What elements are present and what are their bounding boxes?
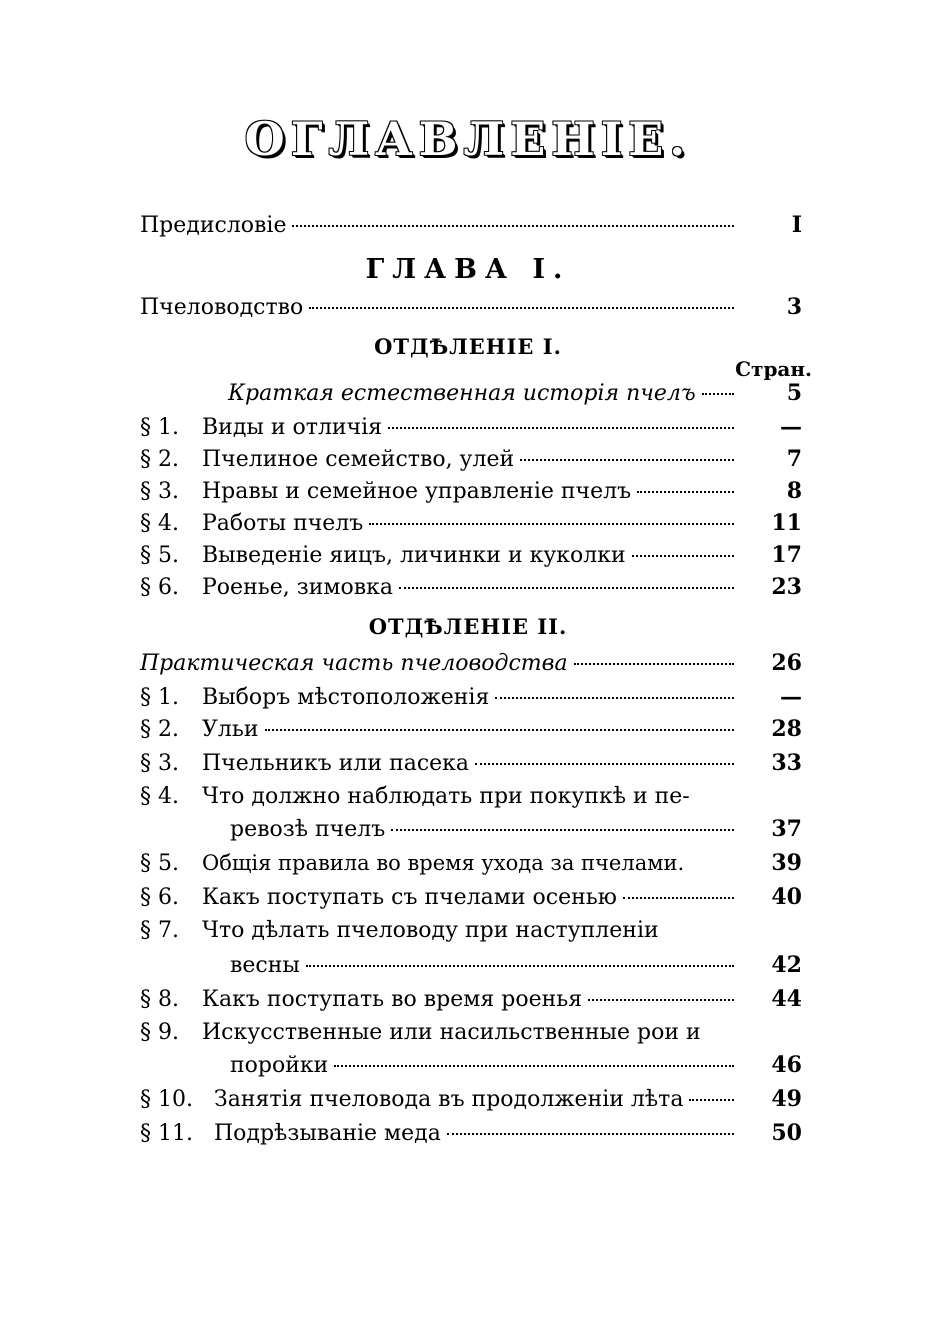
paragraph-number: § 2.	[140, 717, 179, 742]
dot-leader	[475, 763, 734, 765]
dot-leader	[334, 1065, 734, 1067]
entry-page: I	[791, 212, 802, 238]
dot-leader	[623, 897, 734, 899]
entry-page: 5	[786, 380, 802, 406]
entry-label: Предисловіе	[140, 213, 287, 238]
entry-label: Роенье, зимовка	[202, 575, 393, 600]
dot-leader	[399, 587, 734, 589]
paragraph-number: § 2.	[140, 447, 179, 472]
dot-leader	[637, 491, 734, 493]
entry-page: 46	[771, 1052, 802, 1078]
dot-leader	[309, 307, 734, 309]
dot-leader	[292, 225, 734, 227]
dot-leader	[447, 1133, 734, 1135]
entry-label: Искусственные или насильственные рои и	[202, 1020, 701, 1045]
entry-page: 17	[771, 542, 802, 568]
page-column-label: Стран.	[735, 357, 812, 381]
entry-page: —	[780, 684, 802, 710]
entry-page: 26	[771, 650, 802, 676]
paragraph-number: § 4.	[140, 784, 179, 809]
entry-label: Подрѣзываніе меда	[214, 1121, 441, 1146]
toc-entry	[140, 478, 802, 510]
entry-page: 49	[771, 1086, 802, 1112]
entry-page: 8	[786, 478, 802, 504]
toc-entry	[140, 1086, 802, 1118]
paragraph-number: § 5.	[140, 543, 179, 568]
paragraph-number: § 5.	[140, 851, 179, 876]
paragraph-number: § 9.	[140, 1020, 179, 1045]
paragraph-number: § 3.	[140, 479, 179, 504]
entry-page: —	[780, 414, 802, 440]
entry-page: 37	[771, 816, 802, 842]
entry-label: Что должно наблюдать при покупкѣ и пе-	[202, 784, 690, 809]
entry-page: 33	[771, 750, 802, 776]
entry-page: 39	[771, 850, 802, 876]
toc-entry	[140, 1120, 802, 1152]
section-heading-1: ОТДѢЛЕНІЕ I.	[374, 334, 562, 359]
toc-entry	[140, 850, 802, 882]
entry-label: Общія правила во время ухода за пчелами.	[202, 851, 685, 875]
entry-label: Что дѣлать пчеловоду при наступленіи	[202, 918, 659, 943]
toc-entry-multiline	[140, 1020, 802, 1052]
dot-leader	[702, 393, 734, 395]
paragraph-number: § 10.	[140, 1087, 193, 1112]
toc-entry	[140, 446, 802, 478]
dot-leader	[265, 729, 734, 731]
paragraph-number: § 1.	[140, 415, 179, 440]
dot-leader	[574, 663, 734, 665]
entry-label: Выведеніе яицъ, личинки и куколки	[202, 543, 626, 568]
toc-entry	[140, 750, 802, 782]
entry-label: Работы пчелъ	[202, 511, 364, 536]
entry-label: Пчелиное семейство, улей	[202, 447, 515, 472]
toc-entry	[140, 884, 802, 916]
dot-leader	[391, 829, 734, 831]
toc-entry-section1-head	[228, 380, 802, 412]
entry-label-continued: поройки	[230, 1053, 329, 1078]
entry-page: 11	[771, 510, 802, 536]
entry-page: 3	[786, 294, 802, 320]
dot-leader	[495, 697, 734, 699]
paragraph-number: § 6.	[140, 885, 179, 910]
toc-entry	[140, 574, 802, 606]
page-title: ОГЛАВЛЕНІЕ.	[244, 112, 692, 166]
entry-page: 44	[771, 986, 802, 1012]
entry-page: 40	[771, 884, 802, 910]
paragraph-number: § 8.	[140, 987, 179, 1012]
dot-leader	[306, 965, 734, 967]
toc-entry	[140, 986, 802, 1018]
dot-leader	[689, 1099, 734, 1101]
entry-label: Какъ поступать во время роенья	[202, 987, 583, 1012]
chapter-heading: ГЛАВА I.	[365, 254, 571, 285]
toc-entry	[140, 510, 802, 542]
toc-entry-continuation	[230, 816, 802, 848]
toc-entry-preface	[140, 212, 802, 244]
dot-leader	[588, 999, 734, 1001]
entry-page: 28	[771, 716, 802, 742]
paragraph-number: § 1.	[140, 685, 179, 710]
toc-entry-continuation	[230, 952, 802, 984]
dot-leader	[369, 523, 734, 525]
entry-label: Практическая часть пчеловодства	[140, 651, 568, 676]
entry-label: Пчеловодство	[140, 295, 304, 320]
toc-entry-beekeeping	[140, 294, 802, 326]
entry-label: Выборъ мѣстоположенія	[202, 685, 490, 710]
entry-label: Виды и отличія	[202, 415, 383, 440]
paragraph-number: § 4.	[140, 511, 179, 536]
section-heading-2: ОТДѢЛЕНІЕ II.	[368, 614, 568, 639]
toc-entry	[140, 716, 802, 748]
entry-label: Нравы и семейное управленіе пчелъ	[202, 479, 632, 504]
toc-entry	[140, 542, 802, 574]
paragraph-number: § 6.	[140, 575, 179, 600]
entry-label-continued: весны	[230, 953, 300, 978]
toc-entry	[140, 414, 802, 446]
entry-label-continued: ревозѣ пчелъ	[230, 817, 386, 842]
paragraph-number: § 7.	[140, 918, 179, 943]
entry-label: Ульи	[202, 717, 259, 742]
dot-leader	[520, 459, 734, 461]
entry-page: 23	[771, 574, 802, 600]
toc-entry-multiline	[140, 784, 802, 816]
entry-label: Пчельникъ или пасека	[202, 751, 470, 776]
dot-leader	[632, 555, 734, 557]
entry-label: Какъ поступать съ пчелами осенью	[202, 885, 617, 910]
entry-page: 7	[786, 446, 802, 472]
toc-entry-section2-head	[140, 650, 802, 682]
dot-leader	[388, 427, 734, 429]
entry-page: 42	[771, 952, 802, 978]
entry-label: Краткая естественная исторія пчелъ	[228, 381, 696, 406]
entry-page: 50	[771, 1120, 802, 1146]
toc-entry	[140, 684, 802, 716]
entry-label: Занятія пчеловода въ продолженіи лѣта	[214, 1087, 684, 1112]
toc-entry-multiline	[140, 918, 802, 950]
paragraph-number: § 3.	[140, 751, 179, 776]
toc-entry-continuation	[230, 1052, 802, 1084]
paragraph-number: § 11.	[140, 1121, 193, 1146]
